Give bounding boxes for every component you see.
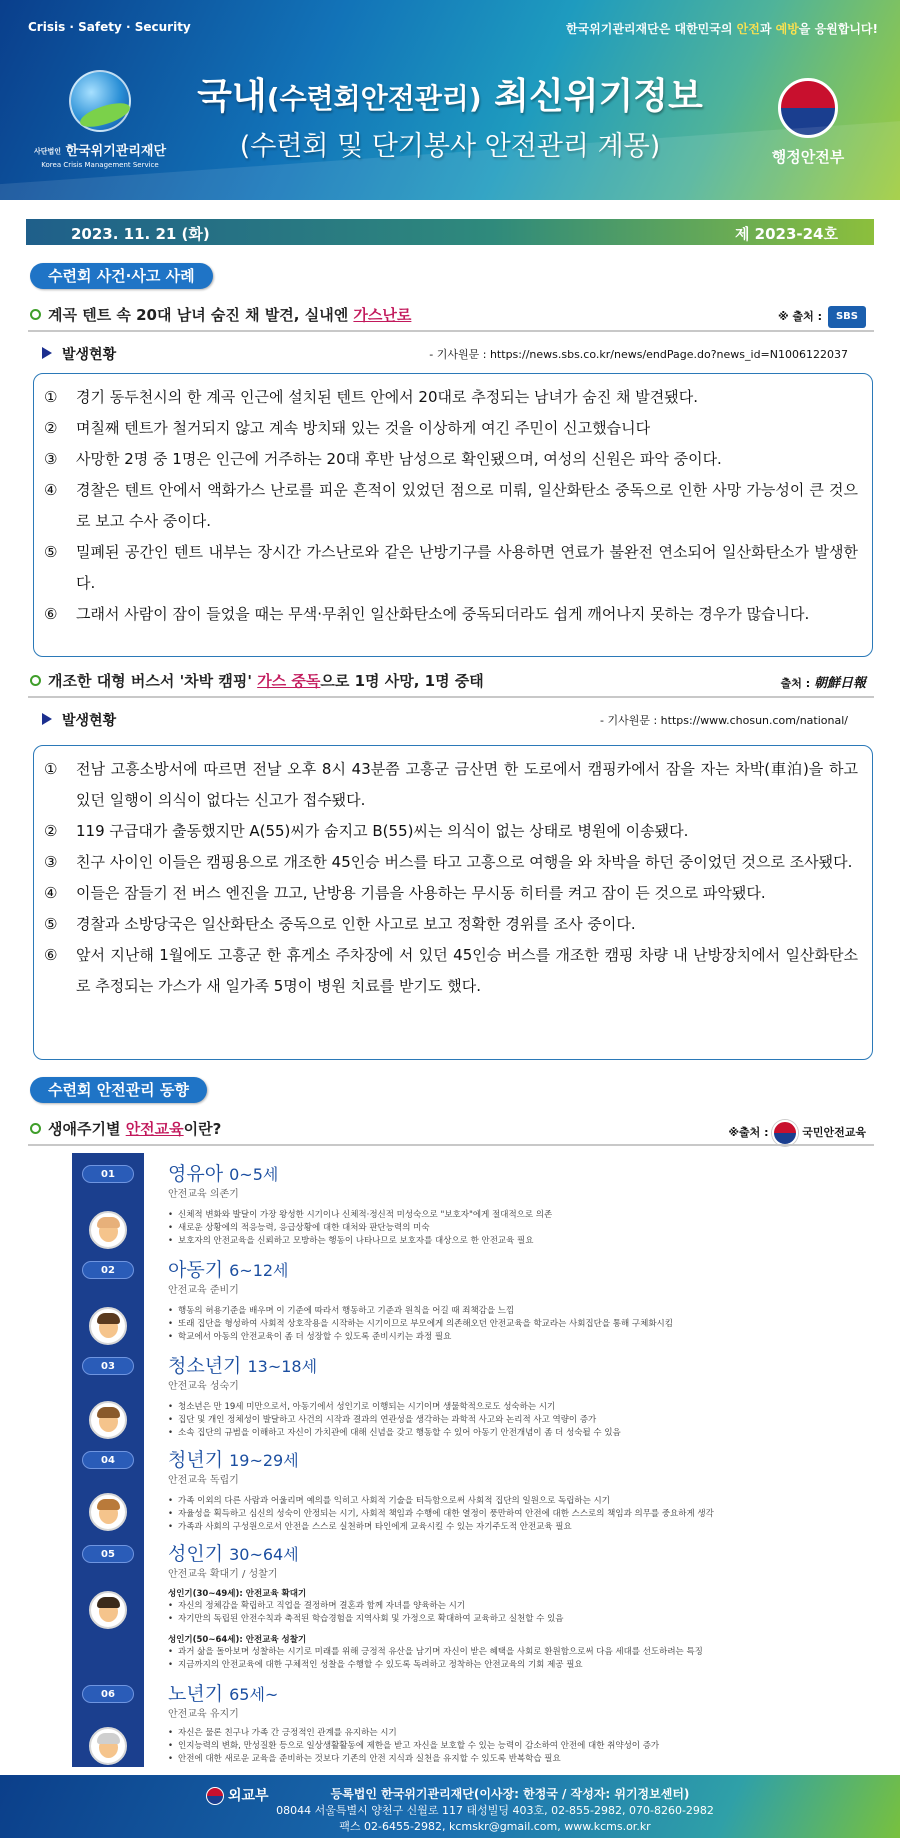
- case2-box: [33, 745, 873, 1060]
- item-number: ③: [44, 450, 58, 468]
- national-safety-edu-logo-icon: [772, 1120, 798, 1146]
- case1-box: [33, 373, 873, 657]
- child-face-icon: [89, 1307, 127, 1345]
- case2-source: [781, 672, 866, 691]
- stage-badge: 06: [82, 1685, 134, 1703]
- slogan-org: 한국위기관리재단: [565, 22, 659, 36]
- case1-subheading: [40, 342, 870, 364]
- org-badge: 사단법인: [33, 147, 62, 156]
- list-item: [44, 909, 858, 940]
- source-label: ※출처 :: [728, 1126, 769, 1139]
- slogan-text: 을 응원합니다!: [798, 22, 878, 36]
- item-number: ②: [44, 822, 58, 840]
- list-item: [44, 878, 858, 909]
- item-number: ④: [44, 481, 58, 499]
- lifecycle-topic: [28, 1114, 874, 1144]
- list-item: [44, 847, 858, 878]
- case1-title: [48, 304, 411, 325]
- triangle-bullet-icon: [42, 347, 52, 359]
- lifecycle-chart: [72, 1153, 874, 1767]
- source-name: 국민안전교육: [802, 1126, 866, 1139]
- adult-face-icon: [89, 1591, 127, 1629]
- stage-age-range: 65세~: [229, 1685, 279, 1704]
- stage-phase: 안전교육 확대기 / 성찰기: [168, 1569, 278, 1580]
- list-item: • 또래 집단을 형성하여 사회적 상호작용을 시작하는 시기이므로 부모에게 의존해오던 안전교육을 학교라는 사회집단을 통해 구체화시킴: [168, 1318, 868, 1331]
- list-item: [44, 475, 858, 537]
- sbs-news-logo: SBS NEWS: [828, 306, 866, 328]
- list-item: [44, 940, 858, 1002]
- list-item: • 신체적 변화와 발달이 가장 왕성한 시기이나 신체적·정신적 미성숙으로 "보호자"에게 절대적으로 의존: [168, 1209, 868, 1222]
- item-number: ⑥: [44, 946, 58, 964]
- case1-article-link[interactable]: - 기사원문 : https://news.sbs.co.kr/news/endPage.do?news_id=N1006122037: [429, 348, 848, 361]
- case2-subheading: [40, 708, 870, 730]
- item-number: ③: [44, 853, 58, 871]
- list-item: • 보호자의 안전교육을 신뢰하고 모방하는 행동이 나타나므로 보호자를 대상으로 한 안전교육 필요: [168, 1235, 868, 1248]
- list-item: • 학교에서 아동의 안전교육이 좀 더 성장할 수 있도록 준비시키는 과정 필요: [168, 1331, 868, 1344]
- item-text: 앞서 지난해 1월에도 고흥군 한 휴게소 주차장에 서 있던 45인승 버스를 개조한 캠핑 차량 내 난방장치에서 일산화탄소로 추정되는 가스가 새 일가족 5명이 병원 치료를 받기도 했다.: [76, 946, 858, 995]
- list-item: • 청소년은 만 19세 미만으로서, 아동기에서 성인기로 이행되는 시기이며 생물학적으로도 성숙하는 시기: [168, 1401, 868, 1414]
- list-item: • 가족 이외의 다른 사람과 어울리며 예의를 익히고 사회적 기술을 터득함으로써 사회적 집단의 일원으로 독립하는 시기: [168, 1495, 868, 1508]
- stage-phase: 안전교육 준비기: [168, 1285, 239, 1296]
- stage-title: [168, 1445, 299, 1472]
- title-part: 최신위기정보: [481, 76, 703, 117]
- divider: [28, 1144, 874, 1146]
- item-number: ⑤: [44, 543, 58, 561]
- case2-title-highlight: 가스 중독: [257, 672, 321, 690]
- list-item: • 자신의 정체감을 확립하고 직업을 결정하며 결혼과 함께 자녀를 양육하는 시기: [168, 1600, 868, 1613]
- case1-title-text: 계곡 텐트 속 20대 남녀 숨진 채 발견, 실내엔: [48, 306, 354, 324]
- case2-title-text: 으로 1명 사망, 1명 중태: [320, 672, 484, 690]
- globe-icon: [69, 70, 131, 132]
- footer-contact: 팩스 02-6455-2982, kcmskr@gmail.com, www.kcms.or.kr: [339, 1820, 651, 1833]
- section-heading-cases: 수련회 사건·사고 사례: [30, 263, 213, 289]
- stage-badge: 03: [82, 1357, 134, 1375]
- date-bar: [26, 219, 874, 245]
- slogan-text: 과: [759, 22, 776, 36]
- taegeuk-icon: [778, 78, 838, 138]
- item-number: ⑤: [44, 915, 58, 933]
- footer-org-line: 등록법인 한국위기관리재단(이사장: 한정국 / 작성자: 위기정보센터): [330, 1787, 690, 1801]
- list-item: [44, 413, 858, 444]
- triangle-bullet-icon: [42, 713, 52, 725]
- lifecycle-title-highlight: 안전교육: [125, 1120, 184, 1138]
- case2-title-text: 개조한 대형 버스서 '차박 캠핑': [48, 672, 258, 690]
- lifecycle-stage-teen: [72, 1351, 874, 1447]
- list-item: • 과거 삶을 돌아보며 성찰하는 시기로 미래를 위해 긍정적 유산을 남기며 자신이 받은 혜택을 사회로 환원함으로써 다음 세대를 선도하려는 특징: [168, 1646, 868, 1659]
- stage-bullets: [168, 1495, 868, 1534]
- page-title: [170, 68, 730, 119]
- lifecycle-source: [728, 1120, 866, 1146]
- case1-title-highlight: 가스난로: [353, 306, 412, 324]
- title-part: (수련회안전관리): [266, 82, 482, 115]
- lifecycle-stage-senior: [72, 1679, 874, 1767]
- source-label: 출처 :: [780, 677, 811, 690]
- stage-name: 청소년기: [168, 1355, 242, 1377]
- circle-bullet-icon: [30, 309, 41, 320]
- org-name-line: [30, 140, 170, 159]
- slogan-text: 은 대한민국의: [658, 22, 737, 36]
- item-number: ①: [44, 388, 58, 406]
- header-tagline: Crisis · Safety · Security: [28, 20, 191, 34]
- item-text: 전남 고흥소방서에 따르면 전날 오후 8시 43분쯤 고흥군 금산면 한 도로에서 캠핑카에서 잠을 자는 차박(車泊)을 하고 있던 일행이 의식이 없다는 신고가 접수됐다.: [76, 760, 858, 809]
- case2-topic: [28, 666, 874, 696]
- stage-bullets: [168, 1727, 868, 1766]
- lifecycle-title-text: 생애주기별: [48, 1120, 126, 1138]
- list-item: • 자기만의 독립된 안전수칙과 축적된 학습경험을 지역사회 및 가정으로 확대하여 교육하고 실천할 수 있음: [168, 1613, 868, 1626]
- chosun-ilbo-logo: 朝鮮日報: [813, 676, 866, 691]
- divider: [28, 696, 874, 698]
- stage-bullets: [168, 1646, 868, 1672]
- item-text: 경찰과 소방당국은 일산화탄소 중독으로 인한 사고로 보고 정확한 경위를 조사 중이다.: [76, 915, 636, 933]
- infant-face-icon: [89, 1211, 127, 1249]
- stage-badge: 04: [82, 1451, 134, 1469]
- stage-subheading: 성인기(30~49세): 안전교육 확대기: [168, 1589, 307, 1599]
- stage-age-range: 19~29세: [229, 1451, 299, 1470]
- item-number: ④: [44, 884, 58, 902]
- stage-name: 노년기: [168, 1683, 224, 1705]
- youth-face-icon: [89, 1493, 127, 1531]
- source-label: ※ 출처 :: [777, 310, 822, 323]
- stage-age-range: 30~64세: [229, 1545, 299, 1564]
- item-number: ⑥: [44, 605, 58, 623]
- list-item: • 행동의 허용기준을 배우며 이 기준에 따라서 행동하고 기준과 원칙을 어길 때 죄책감을 느낌: [168, 1305, 868, 1318]
- list-item: • 가족과 사회의 구성원으로서 안전을 스스로 실천하며 타인에게 교육시킬 수 있는 자기주도적 안전교육 필요: [168, 1521, 868, 1534]
- lifecycle-stage-youth: [72, 1445, 874, 1541]
- case2-sub-label: 발생현황: [62, 713, 117, 729]
- list-item: • 새로운 상황에의 적응능력, 응급상황에 대한 대처와 판단능력의 미숙: [168, 1222, 868, 1235]
- slogan-highlight: 예방: [775, 22, 799, 36]
- item-number: ①: [44, 760, 58, 778]
- stage-age-range: 0~5세: [229, 1165, 279, 1184]
- item-text: 그래서 사람이 잠이 들었을 때는 무색·무취인 일산화탄소에 중독되더라도 쉽게 깨어나지 못하는 경우가 많습니다.: [76, 605, 810, 623]
- senior-face-icon: [89, 1727, 127, 1765]
- header-banner: [0, 0, 900, 200]
- header-slogan: [566, 20, 878, 37]
- stage-phase: 안전교육 독립기: [168, 1475, 239, 1486]
- list-item: • 안전에 대한 새로운 교육을 준비하는 것보다 기존의 안전 지식과 실천을 유지할 수 있도록 반복학습 필요: [168, 1753, 868, 1766]
- stage-name: 성인기: [168, 1543, 224, 1565]
- stage-age-range: 6~12세: [229, 1261, 289, 1280]
- stage-name: 영유아: [168, 1163, 224, 1185]
- footer: [0, 1775, 900, 1838]
- kcms-logo: [30, 70, 170, 170]
- lifecycle-stage-adult: [72, 1539, 874, 1673]
- list-item: • 자신은 물론 친구나 가족 간 긍정적인 관계를 유지하는 시기: [168, 1727, 868, 1740]
- ministry-logo: [760, 78, 856, 167]
- case1-source: [777, 306, 866, 344]
- list-item: [44, 444, 858, 475]
- item-text: 친구 사이인 이들은 캠핑용으로 개조한 45인승 버스를 타고 고흥으로 여행을 와 차박을 하던 중이었던 것으로 조사됐다.: [76, 853, 853, 871]
- case1-topic: [28, 300, 874, 344]
- stage-phase: 안전교육 의존기: [168, 1189, 239, 1200]
- issue-number: 제 2023-24호: [734, 225, 838, 243]
- case2-title: [48, 670, 484, 691]
- stage-badge: 01: [82, 1165, 134, 1183]
- list-item: [44, 537, 858, 599]
- section-heading-trends: 수련회 안전관리 동향: [30, 1077, 207, 1103]
- stage-title: [168, 1255, 289, 1282]
- lifecycle-stage-infant: [72, 1159, 874, 1259]
- stage-title: [168, 1159, 278, 1186]
- list-item: [44, 754, 858, 816]
- item-number: ②: [44, 419, 58, 437]
- item-text: 119 구급대가 출동했지만 A(55)씨가 숨지고 B(55)씨는 의식이 없는 상태로 병원에 이송됐다.: [76, 822, 689, 840]
- list-item: • 집단 및 개인 정체성이 발달하고 사건의 시작과 결과의 연관성을 생각하는 과학적 사고와 논리적 사고 역량이 증가: [168, 1414, 868, 1427]
- lifecycle-stage-child: [72, 1255, 874, 1355]
- list-item: • 인지능력의 변화, 만성질환 등으로 일상생활활동에 제한을 받고 자신을 보호할 수 있는 능력이 감소하여 안전에 대한 취약성이 증가: [168, 1740, 868, 1753]
- stage-bullets: [168, 1209, 868, 1248]
- title-part: 국내: [197, 76, 267, 117]
- stage-bullets: [168, 1401, 868, 1440]
- stage-phase: 안전교육 성숙기: [168, 1381, 239, 1392]
- lifecycle-title-text: 이란?: [183, 1120, 222, 1138]
- list-item: • 지금까지의 안전교육에 대한 구체적인 성찰을 수행할 수 있도록 독려하고 정착하는 안전교육의 기회 제공 필요: [168, 1659, 868, 1672]
- circle-bullet-icon: [30, 1123, 41, 1134]
- lifecycle-title: [48, 1118, 221, 1139]
- case1-sub-label: 발생현황: [62, 347, 117, 363]
- footer-address: 08044 서울특별시 양천구 신월로 117 태성빌딩 403호, 02-855-2982, 070-8260-2982: [276, 1804, 714, 1817]
- item-text: 경찰은 텐트 안에서 액화가스 난로를 피운 흔적이 있었던 점으로 미뤄, 일산화탄소 중독으로 인한 사망 가능성이 큰 것으로 보고 수사 중이다.: [76, 481, 858, 530]
- stage-bullets: [168, 1305, 868, 1344]
- org-name-en: Korea Crisis Management Service: [41, 161, 159, 169]
- stage-title: [168, 1679, 278, 1706]
- issue-date: 2023. 11. 21 (화): [71, 225, 210, 243]
- divider: [28, 330, 874, 332]
- stage-badge: 05: [82, 1545, 134, 1563]
- stage-subheading: 성인기(50~64세): 안전교육 성찰기: [168, 1635, 307, 1645]
- stage-title: [168, 1351, 317, 1378]
- item-text: 경기 동두천시의 한 계곡 인근에 설치된 텐트 안에서 20대로 추정되는 남녀가 숨진 채 발견됐다.: [76, 388, 698, 406]
- org-name: 한국위기관리재단: [65, 144, 167, 159]
- circle-bullet-icon: [30, 675, 41, 686]
- ministry-name: 행정안전부: [771, 148, 845, 166]
- page-subtitle: (수련회 및 단기봉사 안전관리 계몽): [239, 131, 661, 162]
- list-item: • 자율성을 획득하고 심신의 성숙이 안정되는 시기, 사회적 책임과 수행에 대한 열정이 풍만하여 안전에 대한 스스로의 책임과 의무를 중요하게 생각: [168, 1508, 868, 1521]
- item-text: 이들은 잠들기 전 버스 엔진을 끄고, 난방용 기름을 사용하는 무시동 히터를 켜고 잠이 든 것으로 파악됐다.: [76, 884, 766, 902]
- list-item: [44, 382, 858, 413]
- stage-name: 아동기: [168, 1259, 224, 1281]
- mofa-name: 외교부: [228, 1788, 269, 1804]
- list-item: [44, 599, 858, 630]
- stage-title: [168, 1539, 299, 1566]
- stage-phase: 안전교육 유지기: [168, 1709, 239, 1720]
- item-text: 밀폐된 공간인 텐트 내부는 장시간 가스난로와 같은 난방기구를 사용하면 연료가 불완전 연소되어 일산화탄소가 발생한다.: [76, 543, 858, 592]
- list-item: [44, 816, 858, 847]
- slogan-highlight: 안전: [736, 22, 760, 36]
- stage-badge: 02: [82, 1261, 134, 1279]
- case2-article-link[interactable]: - 기사원문 : https://www.chosun.com/national/: [600, 714, 848, 727]
- teen-face-icon: [89, 1401, 127, 1439]
- stage-name: 청년기: [168, 1449, 224, 1471]
- item-text: 사망한 2명 중 1명은 인근에 거주하는 20대 후반 남성으로 확인됐으며, 여성의 신원은 파악 중이다.: [76, 450, 722, 468]
- stage-age-range: 13~18세: [247, 1357, 318, 1376]
- list-item: • 소속 집단의 규범을 이해하고 자신이 가치관에 대해 신념을 갖고 행동할 수 있어 아동기 안전개념이 좀 더 성숙될 수 있음: [168, 1427, 868, 1440]
- item-text: 며칠째 텐트가 철거되지 않고 계속 방치돼 있는 것을 이상하게 여긴 주민이 신고했습니다: [76, 419, 651, 437]
- stage-bullets: [168, 1600, 868, 1626]
